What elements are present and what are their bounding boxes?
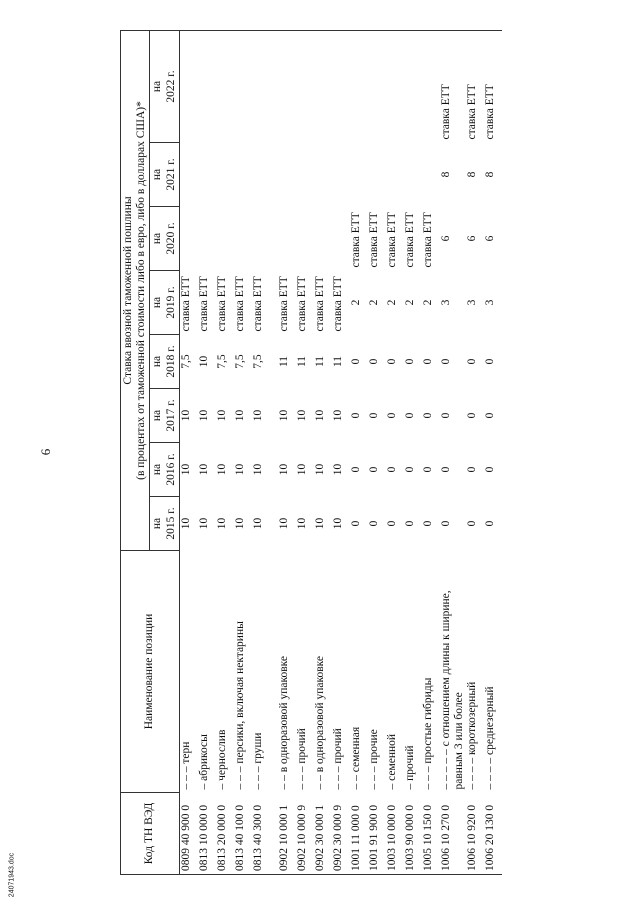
header-year-value: 2016 г. — [164, 453, 177, 486]
cell-rate-7 — [216, 31, 234, 143]
cell-code: 0902 30 000 1 — [314, 793, 332, 875]
cell-rate-7 — [278, 31, 296, 143]
cell-rate-5: 6 — [484, 235, 497, 242]
header-year-value: 2017 г. — [164, 399, 177, 432]
cell-rate-3: 0 — [484, 358, 497, 365]
cell-rate-3: 7,5 — [179, 354, 192, 369]
cell-rate-5 — [198, 207, 216, 271]
cell-rate-4: 3 — [466, 299, 479, 306]
cell-code: 1003 90 000 0 — [404, 793, 422, 875]
header-year-pre: на — [151, 168, 164, 181]
cell-rate-3: 7,5 — [215, 354, 228, 369]
cell-rate-7 — [422, 31, 440, 143]
cell-rate-0: 0 — [484, 520, 497, 527]
cell-name: – – в одноразовой упаковке — [313, 655, 326, 790]
cell-code: 0813 40 300 0 — [252, 793, 278, 875]
header-year-value: 2015 г. — [164, 507, 177, 540]
cell-code: 0902 10 000 9 — [296, 793, 314, 875]
cell-rate-6 — [234, 143, 252, 207]
table-row — [278, 31, 296, 875]
cell-rate-3: 11 — [313, 355, 326, 368]
header-year-pre: на — [151, 409, 164, 422]
cell-rate-0: 0 — [367, 520, 380, 527]
cell-rate-7 — [314, 31, 332, 143]
page-number: 6 — [38, 448, 53, 456]
cell-code: 1003 10 000 0 — [386, 793, 404, 875]
cell-rate-1: 10 — [313, 463, 326, 476]
table-row — [466, 31, 484, 875]
table-row — [198, 31, 216, 875]
cell-rate-1: 10 — [215, 463, 228, 476]
cell-rate-7: ставка ЕТТ — [440, 31, 466, 143]
cell-rate-7 — [198, 31, 216, 143]
cell-rate-6: 8 — [484, 171, 497, 178]
cell-name: – – – персики, включая нектарины — [233, 621, 246, 790]
cell-rate-4: 3 — [484, 299, 497, 306]
cell-rate-2: 0 — [421, 412, 434, 419]
cell-name: – чернослив — [215, 729, 228, 790]
cell-code: 0902 30 000 9 — [332, 793, 350, 875]
cell-code: 0809 40 900 0 — [179, 793, 198, 875]
cell-name: – семенной — [385, 733, 398, 790]
cell-rate-6 — [296, 143, 314, 207]
tariff-table — [120, 30, 502, 875]
header-year-pre: на — [151, 296, 164, 309]
cell-code: 1005 10 150 0 — [422, 793, 440, 875]
cell-rate-0: 10 — [197, 517, 210, 530]
cell-rate-5 — [314, 207, 332, 271]
cell-rate-2: 0 — [367, 412, 380, 419]
cell-rate-4: 2 — [367, 299, 380, 306]
cell-rate-7 — [252, 31, 278, 143]
cell-rate-6 — [350, 143, 368, 207]
cell-rate-2: 0 — [484, 412, 497, 419]
cell-rate-3: 7,5 — [251, 354, 264, 369]
cell-rate-3: 10 — [197, 355, 210, 368]
cell-rate-7 — [179, 31, 198, 143]
cell-rate-4: ставка ЕТТ — [233, 276, 246, 332]
table-row — [484, 31, 502, 875]
header-year-1 — [150, 443, 179, 497]
cell-rate-1: 10 — [295, 463, 308, 476]
cell-code: 0813 10 000 0 — [198, 793, 216, 875]
cell-rate-2: 10 — [331, 409, 344, 422]
cell-rate-5: ставка ЕТТ — [421, 212, 434, 268]
table-row — [296, 31, 314, 875]
cell-rate-4: ставка ЕТТ — [197, 276, 210, 332]
cell-rate-2: 10 — [179, 409, 192, 422]
header-year-3 — [150, 335, 179, 389]
table-row — [252, 31, 278, 875]
cell-rate-5: 6 — [439, 235, 452, 242]
cell-rate-6 — [198, 143, 216, 207]
cell-rate-0: 0 — [466, 520, 479, 527]
header-year-pre: на — [151, 355, 164, 368]
cell-rate-0: 10 — [215, 517, 228, 530]
cell-rate-5: ставка ЕТТ — [349, 212, 362, 268]
cell-rate-4: 2 — [421, 299, 434, 306]
cell-rate-0: 10 — [313, 517, 326, 530]
table-body — [179, 31, 502, 875]
cell-rate-6 — [216, 143, 234, 207]
cell-rate-0: 0 — [439, 520, 452, 527]
header-rate-title-line1: Ставка ввозной таможенной пошлины — [122, 196, 134, 385]
cell-rate-6 — [404, 143, 422, 207]
header-year-0 — [150, 497, 179, 551]
cell-rate-2: 0 — [439, 412, 452, 419]
cell-rate-5 — [296, 207, 314, 271]
cell-code: 1006 10 270 0 — [440, 793, 466, 875]
table-row — [314, 31, 332, 875]
header-year-value: 2022 г. — [164, 70, 177, 103]
cell-rate-7: ставка ЕТТ — [484, 31, 502, 143]
header-year-pre: на — [151, 463, 164, 476]
cell-rate-0: 0 — [421, 520, 434, 527]
cell-rate-4: 2 — [349, 299, 362, 306]
cell-rate-2: 10 — [277, 409, 290, 422]
cell-rate-6 — [252, 143, 278, 207]
cell-name: – – – прочие — [367, 729, 380, 790]
table-row — [216, 31, 234, 875]
cell-rate-5: ставка ЕТТ — [403, 212, 416, 268]
table-row — [350, 31, 368, 875]
header-year-value: 2021 г. — [164, 158, 177, 191]
cell-rate-1: 0 — [466, 466, 479, 473]
cell-rate-1: 10 — [233, 463, 246, 476]
header-year-value: 2018 г. — [164, 345, 177, 378]
cell-rate-7 — [234, 31, 252, 143]
header-year-pre: на — [151, 80, 164, 93]
cell-rate-5 — [278, 207, 296, 271]
cell-rate-5 — [332, 207, 350, 271]
cell-rate-4: 3 — [439, 299, 452, 306]
cell-name: – абрикосы — [197, 734, 210, 790]
cell-code: 1006 20 130 0 — [484, 793, 502, 875]
cell-rate-5: ставка ЕТТ — [385, 212, 398, 268]
cell-rate-0: 10 — [251, 517, 264, 530]
cell-rate-4: 2 — [385, 299, 398, 306]
cell-rate-2: 10 — [233, 409, 246, 422]
header-year-2 — [150, 389, 179, 443]
cell-rate-2: 10 — [197, 409, 210, 422]
cell-rate-4: 2 — [403, 299, 416, 306]
cell-rate-2: 0 — [349, 412, 362, 419]
cell-rate-3: 11 — [277, 355, 290, 368]
cell-rate-5: ставка ЕТТ — [367, 212, 380, 268]
cell-rate-3: 0 — [466, 358, 479, 365]
cell-rate-0: 10 — [295, 517, 308, 530]
cell-rate-1: 0 — [385, 466, 398, 473]
cell-rate-6 — [278, 143, 296, 207]
header-name: Наименование позиции — [121, 551, 180, 793]
table-row — [422, 31, 440, 875]
header-year-pre: на — [151, 232, 164, 245]
cell-rate-2: 10 — [295, 409, 308, 422]
cell-rate-4: ставка ЕТТ — [179, 276, 192, 332]
cell-rate-5 — [179, 207, 198, 271]
cell-rate-6 — [332, 143, 350, 207]
cell-rate-1: 10 — [179, 463, 192, 476]
rotated-page — [120, 5, 640, 875]
table-row — [440, 31, 466, 875]
cell-code: 0813 20 000 0 — [216, 793, 234, 875]
cell-rate-3: 0 — [439, 358, 452, 365]
cell-rate-4: ставка ЕТТ — [331, 276, 344, 332]
cell-name: – – – груши — [251, 732, 264, 790]
cell-name: – – – – – с отношением длины к ширине, равным 3 или более — [439, 590, 466, 790]
cell-rate-5: 6 — [466, 235, 479, 242]
table-row — [368, 31, 386, 875]
footer-filename: 24071943.doc — [8, 852, 16, 898]
cell-rate-6: 8 — [466, 171, 479, 178]
cell-rate-2: 10 — [251, 409, 264, 422]
header-rate-title-line2: (в процентах от таможенной стоимости либо в евро, либо в долларах США)* — [135, 101, 148, 480]
cell-rate-6 — [179, 143, 198, 207]
cell-rate-2: 10 — [215, 409, 228, 422]
cell-rate-6 — [314, 143, 332, 207]
cell-rate-1: 0 — [349, 466, 362, 473]
header-year-7 — [150, 31, 179, 143]
cell-rate-1: 0 — [367, 466, 380, 473]
table-header — [121, 31, 180, 875]
cell-name: – – – простые гибриды — [421, 677, 434, 790]
cell-rate-3: 0 — [349, 358, 362, 365]
cell-code: 1001 11 000 0 — [350, 793, 368, 875]
cell-rate-3: 11 — [295, 355, 308, 368]
header-year-pre: на — [151, 517, 164, 530]
cell-rate-1: 0 — [484, 466, 497, 473]
cell-code: 1006 10 920 0 — [466, 793, 484, 875]
cell-rate-3: 0 — [403, 358, 416, 365]
cell-rate-0: 0 — [385, 520, 398, 527]
cell-name: – – – терн — [179, 741, 192, 790]
cell-rate-5 — [234, 207, 252, 271]
cell-rate-4: ставка ЕТТ — [251, 276, 264, 332]
cell-rate-0: 10 — [233, 517, 246, 530]
cell-code: 0813 40 100 0 — [234, 793, 252, 875]
cell-rate-1: 10 — [197, 463, 210, 476]
cell-rate-3: 0 — [421, 358, 434, 365]
cell-code: 1001 91 900 0 — [368, 793, 386, 875]
cell-rate-0: 10 — [277, 517, 290, 530]
header-year-value: 2020 г. — [164, 222, 177, 255]
header-code: Код ТН ВЭД — [121, 793, 180, 875]
cell-rate-6 — [422, 143, 440, 207]
cell-rate-3: 0 — [367, 358, 380, 365]
table-row — [234, 31, 252, 875]
header-rate-title — [121, 31, 150, 551]
cell-rate-4: ставка ЕТТ — [215, 276, 228, 332]
cell-rate-3: 7,5 — [233, 354, 246, 369]
cell-rate-1: 10 — [331, 463, 344, 476]
cell-rate-0: 0 — [349, 520, 362, 527]
cell-code: 0902 10 000 1 — [278, 793, 296, 875]
cell-rate-7 — [296, 31, 314, 143]
cell-rate-1: 0 — [439, 466, 452, 473]
cell-name: – – семенная — [349, 726, 362, 790]
cell-rate-4: ставка ЕТТ — [277, 276, 290, 332]
cell-name: – – – прочий — [331, 728, 344, 790]
cell-rate-1: 0 — [403, 466, 416, 473]
cell-rate-0: 10 — [179, 517, 192, 530]
cell-rate-5 — [252, 207, 278, 271]
cell-rate-7 — [386, 31, 404, 143]
cell-name: – прочий — [403, 745, 416, 790]
cell-rate-1: 0 — [421, 466, 434, 473]
cell-name: – – – – короткозерный — [466, 681, 479, 790]
table-row — [386, 31, 404, 875]
cell-rate-0: 0 — [403, 520, 416, 527]
cell-rate-5 — [216, 207, 234, 271]
cell-rate-3: 0 — [385, 358, 398, 365]
table-row — [404, 31, 422, 875]
cell-rate-7 — [350, 31, 368, 143]
cell-rate-6 — [386, 143, 404, 207]
table-row — [179, 31, 198, 875]
cell-rate-2: 0 — [403, 412, 416, 419]
cell-rate-3: 11 — [331, 355, 344, 368]
cell-rate-1: 10 — [251, 463, 264, 476]
cell-rate-7: ставка ЕТТ — [466, 31, 484, 143]
cell-rate-0: 10 — [331, 517, 344, 530]
cell-rate-7 — [332, 31, 350, 143]
cell-rate-7 — [368, 31, 386, 143]
table-row — [332, 31, 350, 875]
header-year-6 — [150, 143, 179, 207]
header-year-5 — [150, 207, 179, 271]
cell-rate-2: 10 — [313, 409, 326, 422]
cell-name: – – в одноразовой упаковке — [277, 655, 290, 790]
header-year-value: 2019 г. — [164, 286, 177, 319]
cell-rate-2: 0 — [466, 412, 479, 419]
cell-rate-6 — [368, 143, 386, 207]
header-year-4 — [150, 271, 179, 335]
cell-rate-2: 0 — [385, 412, 398, 419]
cell-name: – – – прочий — [295, 728, 308, 790]
cell-name: – – – – среднезерный — [484, 686, 497, 790]
cell-rate-4: ставка ЕТТ — [295, 276, 308, 332]
cell-rate-1: 10 — [277, 463, 290, 476]
cell-rate-4: ставка ЕТТ — [313, 276, 326, 332]
cell-rate-7 — [404, 31, 422, 143]
cell-rate-6: 8 — [439, 171, 452, 178]
